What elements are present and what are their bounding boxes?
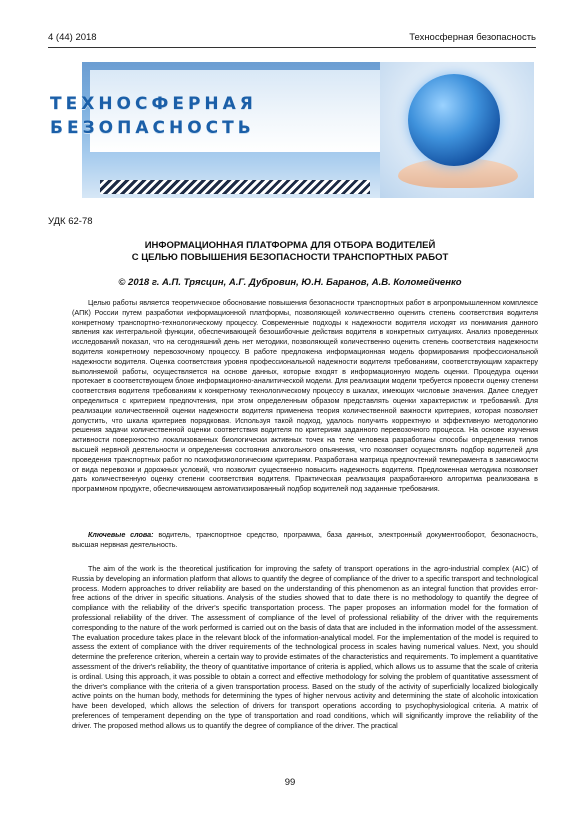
article-title: [60, 240, 520, 264]
keywords-label: Ключевые слова:: [88, 530, 154, 539]
journal-section: Техносферная безопасность: [409, 32, 536, 43]
globe-icon: [408, 74, 500, 166]
article-title-line1: ИНФОРМАЦИОННАЯ ПЛАТФОРМА ДЛЯ ОТБОРА ВОДИТЕЛЕЙ: [144, 240, 436, 251]
article-title-line2: С ЦЕЛЬЮ ПОВЫШЕНИЯ БЕЗОПАСНОСТИ ТРАНСПОРТНЫХ РАБОТ: [131, 252, 449, 263]
banner-title-line1: ТЕХНОСФЕРНАЯ: [50, 94, 257, 114]
issue-number: 4 (44) 2018: [48, 32, 97, 43]
banner-stripes: [100, 180, 370, 194]
abstract-russian: Целью работы является теоретическое обоснование повышения безопасности транспортных работ в агропромышленном комплексе (АПК) России путем разработки информационной платформы, позволяющей количественно оценить степень соответствия водителя конкретному транспортно-технологическому процессу. Современные подходы к надежности водителя исходят из понимания данного явления как интегральной функции, обеспечивающей безошибочные действия водителя в конкретных ситуациях. Анализ проведенных исследований показал, что на сегодняшний день нет методики, позволяющей количественно оценить степень соответствия надежности водителя конкретному перевозочному процессу. В работе предложена информационная модель формирования профессиональной надежности водителя. Оценка соответствия уровня профессиональной надежности водителя требованиям, соответствующим характеру выполняемой работы, осуществляется на основе данных, которые входят в информационную модель оценки. Процедура оценки протекает в соответствующем блоке информационно-аналитической модели. Для реализации модели требуется провести оценку степени соответствия водителя требованиям к конкретному технологическому процессу в шкалах, имеющих числовые значения. Далее следует определиться с критерием предпочтения, при этом определенным образом представлять оценки характеристик и требований. Для реализации количественной оценки надежности водителя применена теория количественной важности критериев, которая позволяет допустить, что шкала критериев порядковая. Используя такой подход, удалось получить корректную и эффективную методологию решения задачи количественной оценки соответствия водителя по критериям заданного перевозочного процесса. На основе изучения активности поверхностно локализованных биологически активных точек на теле человека разработаны способы определения типов высшей нервной деятельности и определения состояния алкогольного опьянения, что позволяет осуществлять подбор водителей для проведения транспортных работ по психофизиологическим критериям. Разработана матрица предпочтений темперамента в зависимости от вида перевозки и дорожных условий, что позволит существенно повысить надежность водителя. Предложенная методика позволяет дать количественную оценку степени соответствия водителя. Практическая реализация разработанного алгоритма реализована в программном продукте, обеспечивающем автоматизированный подбор водителей под заданные требования.: [72, 298, 538, 494]
keywords-text: водитель, транспортное средство, программа, база данных, электронный документооборот, безопасность, высшая нервная деятельность.: [72, 530, 538, 549]
page-number: 99: [284, 777, 296, 788]
keywords-paragraph: [72, 530, 538, 550]
authors-line: © 2018 г. А.П. Трясцин, А.Г. Дубровин, Ю.Н. Баранов, А.В. Коломейченко: [118, 277, 462, 288]
globe-image: [380, 62, 534, 198]
banner-title: [50, 92, 320, 140]
abstract-english: The aim of the work is the theoretical justification for improving the safety of transport operations in the agro-industrial complex (AIC) of Russia by developing an information platform that allows to quantify the degree of compliance of the driver to a specific transport and technological process. Modern approaches to driver reliability are based on the understanding of this phenomenon as an integral function that provides error-free actions of the driver in specific situations. Analysis of the studies showed that to date there is no methodology to quantify the degree of compliance with the reliability of the driver's specific transportation process. The paper proposes an information model for the formation of professional reliability of the driver. The assessment of compliance of the level of professional reliability of the driver with the requirements corresponding to the nature of the work performed is carried out on the basis of data that are included in the information model of the assessment. The evaluation procedure takes place in the relevant block of the information-analytical model. For the implementation of the model is required to assess the extent of compliance with the driver requirements of the technological process in scales having numerical values. Next, you should determine the preference criterion, wherein a certain way to provide estimates of the characteristics and requirements. To implement a quantitative assessment of the driver's reliability, the theory of quantitative importance of criteria is applied, which allows us to assume that the scale of criteria is ordinal. Using this approach, it was possible to obtain a correct and effective methodology for solving the problem of quantitative assessment of the driver's compliance with the criteria of a given transportation process. Based on the study of the activity of superficially localized biologically active points on the human body, methods for determining the types of higher nervous activity and determining the state of alcoholic intoxication have been developed, which allows the selection of drivers for transport operations according to psychophysiological criteria. A matrix of preferences of temperament depending on the type of transportation and road conditions, which will significantly improve the reliability of the driver. The proposed method allows us to quantify the degree of compliance of the driver. The practical: [72, 564, 538, 730]
banner-title-line2: БЕЗОПАСНОСТЬ: [50, 118, 255, 138]
udk-code: УДК 62-78: [48, 216, 93, 227]
running-header: [48, 32, 536, 48]
